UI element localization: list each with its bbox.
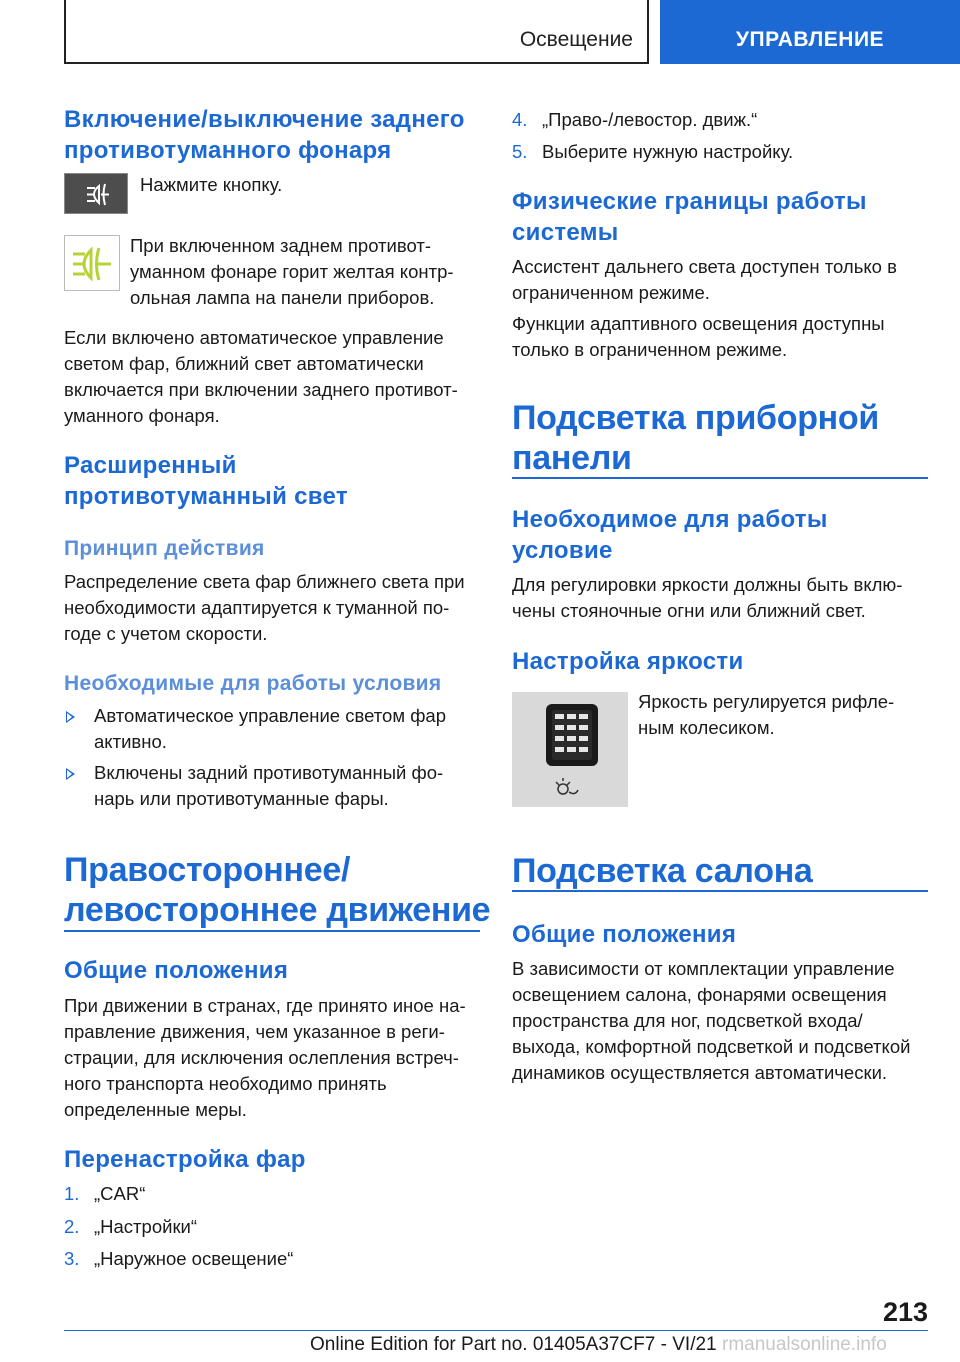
header-section-title: Освещение bbox=[519, 28, 633, 51]
bullet-arrow-icon bbox=[66, 711, 75, 723]
section-rule bbox=[64, 930, 480, 932]
step-text: „CAR“ bbox=[94, 1183, 146, 1204]
brightness-text: Яркость регулируется рифле- ным колесиком. bbox=[638, 691, 895, 738]
step-number: 4. bbox=[512, 109, 528, 130]
extended-fog-title: Расширенный противотуманный свет bbox=[64, 452, 348, 510]
bullet-item: Автоматическое управление светом фар активно. bbox=[94, 705, 446, 752]
limits-title: Физические границы работы системы bbox=[512, 188, 867, 246]
indicator-text: При включенном заднем противот- уманном фонаре горит желтая контр- ольная лампа на панели приборов. bbox=[130, 235, 454, 308]
step-text: Выберите нужную настройку. bbox=[542, 141, 794, 162]
rear-fog-button-icon bbox=[64, 173, 128, 214]
traffic-title: Правостороннее/ левостороннее движение bbox=[64, 851, 491, 929]
footer-rule bbox=[64, 1330, 928, 1331]
panel-condition-title: Необходимое для работы условие bbox=[512, 506, 828, 564]
step-number: 1. bbox=[64, 1183, 80, 1204]
header-section-box bbox=[64, 0, 649, 64]
limits-text-2: Функции адаптивного освещения доступны только в ограниченном режиме. bbox=[512, 313, 885, 360]
step-number: 3. bbox=[64, 1248, 80, 1269]
principle-title: Принцип действия bbox=[64, 537, 265, 560]
cabin-text: В зависимости от комплектации управление освещением салона, фонарями освещения пространства для ног, подсветкой входа/ выхода, комфортной подсветкой и подсветкой динамиков осуществляется автоматически. bbox=[512, 958, 911, 1083]
rear-fog-title: Включение/выключение заднего противотуманного фонаря bbox=[64, 106, 465, 164]
brightness-wheel-image bbox=[512, 692, 628, 807]
step-number: 2. bbox=[64, 1216, 80, 1237]
panel-condition-text: Для регулировки яркости должны быть вклю- чены стояночные огни или ближний свет. bbox=[512, 574, 903, 621]
cabin-general-title: Общие положения bbox=[512, 921, 737, 948]
footer-edition: Online Edition for Part no. 01405A37CF7 - VI/21 bbox=[310, 1334, 717, 1355]
panel-lighting-title: Подсветка приборной панели bbox=[512, 399, 879, 477]
header-tab[interactable] bbox=[660, 0, 960, 64]
general-title: Общие положения bbox=[64, 957, 289, 984]
adjust-headlights-title: Перенастройка фар bbox=[64, 1146, 306, 1173]
conditions-title: Необходимые для работы условия bbox=[64, 672, 442, 695]
rear-fog-indicator-icon bbox=[64, 235, 120, 291]
auto-light-text: Если включено автоматическое управление светом фар, ближний свет автоматически включается при включении заднего противот- уманного фонаря. bbox=[64, 327, 458, 426]
brightness-title: Настройка яркости bbox=[512, 648, 744, 675]
footer-watermark: rmanualsonline.info bbox=[722, 1334, 887, 1355]
general-text: При движении в странах, где принято иное на- правление движения, чем указанное в реги- страции, для исключения ослепления встреч- ного транспорта необходимо принять определенные меры. bbox=[64, 995, 466, 1120]
step-number: 5. bbox=[512, 141, 528, 162]
limits-text-1: Ассистент дальнего света доступен только в ограниченном режиме. bbox=[512, 256, 897, 303]
step-text: „Наружное освещение“ bbox=[94, 1248, 294, 1269]
header-tab-label: УПРАВЛЕНИЕ bbox=[735, 28, 885, 51]
bullet-arrow-icon bbox=[66, 768, 75, 780]
section-rule bbox=[512, 477, 928, 479]
bullet-item: Включены задний противотуманный фо- нарь или противотуманные фары. bbox=[94, 762, 444, 809]
press-button-text: Нажмите кнопку. bbox=[140, 174, 283, 195]
step-text: „Настройки“ bbox=[94, 1216, 198, 1237]
step-text: „Право-/левостор. движ.“ bbox=[542, 109, 758, 130]
page-number: 213 bbox=[882, 1297, 928, 1327]
principle-text: Распределение света фар ближнего света при необходимости адаптируется к туманной по- годе с учетом скорости. bbox=[64, 571, 465, 644]
cabin-lighting-title: Подсветка салона bbox=[512, 852, 813, 890]
section-rule bbox=[512, 890, 928, 892]
